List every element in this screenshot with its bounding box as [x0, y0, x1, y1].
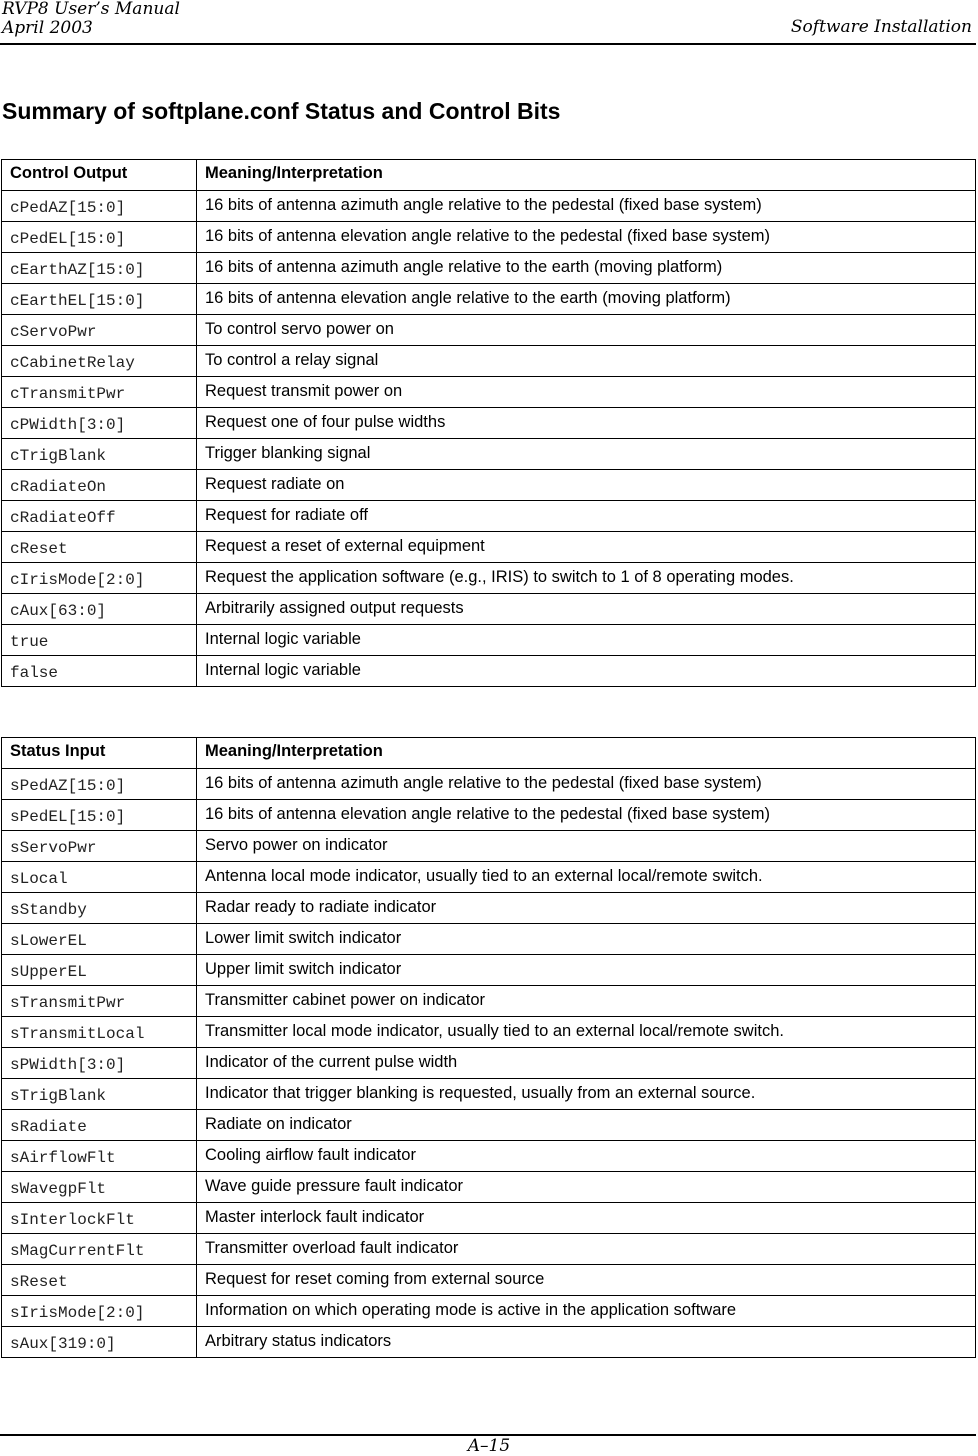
signal-name: sLowerEL: [2, 924, 197, 955]
signal-meaning: Indicator of the current pulse width: [197, 1048, 976, 1079]
column-header-status-input: Status Input: [2, 738, 197, 769]
signal-meaning: Antenna local mode indicator, usually tied to an external local/remote switch.: [197, 862, 976, 893]
signal-name: cPWidth[3:0]: [2, 408, 197, 439]
signal-name: cEarthAZ[15:0]: [2, 253, 197, 284]
table-row: [2, 532, 976, 563]
signal-name: cRadiateOn: [2, 470, 197, 501]
signal-meaning: Transmitter local mode indicator, usually tied to an external local/remote switch.: [197, 1017, 976, 1048]
signal-meaning: To control servo power on: [197, 315, 976, 346]
signal-meaning: Radiate on indicator: [197, 1110, 976, 1141]
signal-meaning: Servo power on indicator: [197, 831, 976, 862]
manual-date: April 2003: [2, 18, 93, 38]
page-title: Summary of softplane.conf Status and Control Bits: [2, 98, 561, 124]
signal-name: cTrigBlank: [2, 439, 197, 470]
status-table-body: [2, 738, 976, 1358]
signal-name: sInterlockFlt: [2, 1203, 197, 1234]
signal-meaning: Information on which operating mode is active in the application software: [197, 1296, 976, 1327]
signal-meaning: To control a relay signal: [197, 346, 976, 377]
signal-name: cIrisMode[2:0]: [2, 563, 197, 594]
table-row: [2, 408, 976, 439]
table-row: [2, 955, 976, 986]
signal-name: cPedAZ[15:0]: [2, 191, 197, 222]
table-row: [2, 470, 976, 501]
signal-meaning: Internal logic variable: [197, 625, 976, 656]
column-header-meaning: Meaning/Interpretation: [197, 738, 976, 769]
table-row: [2, 1141, 976, 1172]
control-output-table: [1, 159, 976, 687]
signal-name: sRadiate: [2, 1110, 197, 1141]
table-row: [2, 346, 976, 377]
table-row: [2, 1048, 976, 1079]
table-header-row: [2, 160, 976, 191]
table-row: [2, 377, 976, 408]
table-row: [2, 893, 976, 924]
signal-name: cAux[63:0]: [2, 594, 197, 625]
table-row: [2, 831, 976, 862]
table-row: [2, 501, 976, 532]
signal-name: sPWidth[3:0]: [2, 1048, 197, 1079]
column-header-control-output: Control Output: [2, 160, 197, 191]
signal-name: false: [2, 656, 197, 687]
table-row: [2, 924, 976, 955]
table-row: [2, 862, 976, 893]
table-row: [2, 986, 976, 1017]
control-table-body: [2, 160, 976, 687]
signal-meaning: Indicator that trigger blanking is requested, usually from an external source.: [197, 1079, 976, 1110]
table-row: [2, 315, 976, 346]
table-row: [2, 222, 976, 253]
table-row: [2, 1265, 976, 1296]
table-row: [2, 1172, 976, 1203]
table-row: [2, 769, 976, 800]
signal-name: cCabinetRelay: [2, 346, 197, 377]
signal-name: sPedEL[15:0]: [2, 800, 197, 831]
signal-name: sTransmitLocal: [2, 1017, 197, 1048]
table-row: [2, 1079, 976, 1110]
table-row: [2, 253, 976, 284]
signal-meaning: Arbitrarily assigned output requests: [197, 594, 976, 625]
signal-meaning: 16 bits of antenna elevation angle relative to the pedestal (fixed base system): [197, 222, 976, 253]
table-header-row: [2, 738, 976, 769]
signal-name: sLocal: [2, 862, 197, 893]
signal-meaning: Arbitrary status indicators: [197, 1327, 976, 1358]
signal-meaning: Request one of four pulse widths: [197, 408, 976, 439]
table-row: [2, 191, 976, 222]
header-rule: [0, 43, 976, 45]
signal-name: true: [2, 625, 197, 656]
table-row: [2, 1296, 976, 1327]
table-row: [2, 284, 976, 315]
section-title: Software Installation: [790, 17, 972, 37]
header-left: [2, 0, 180, 38]
manual-title: RVP8 User’s Manual: [2, 0, 180, 19]
table-row: [2, 1327, 976, 1358]
signal-name: sPedAZ[15:0]: [2, 769, 197, 800]
signal-meaning: Request a reset of external equipment: [197, 532, 976, 563]
table-row: [2, 1234, 976, 1265]
signal-name: cServoPwr: [2, 315, 197, 346]
signal-meaning: Request the application software (e.g., IRIS) to switch to 1 of 8 operating modes.: [197, 563, 976, 594]
signal-meaning: Trigger blanking signal: [197, 439, 976, 470]
signal-meaning: Request radiate on: [197, 470, 976, 501]
signal-meaning: Radar ready to radiate indicator: [197, 893, 976, 924]
signal-name: sStandby: [2, 893, 197, 924]
status-input-table: [1, 737, 976, 1358]
signal-name: sAirflowFlt: [2, 1141, 197, 1172]
signal-meaning: 16 bits of antenna azimuth angle relative to the pedestal (fixed base system): [197, 769, 976, 800]
signal-name: sWavegpFlt: [2, 1172, 197, 1203]
signal-name: sTrigBlank: [2, 1079, 197, 1110]
signal-meaning: Upper limit switch indicator: [197, 955, 976, 986]
signal-meaning: 16 bits of antenna elevation angle relative to the earth (moving platform): [197, 284, 976, 315]
table-row: [2, 800, 976, 831]
signal-meaning: Request for radiate off: [197, 501, 976, 532]
signal-name: cEarthEL[15:0]: [2, 284, 197, 315]
signal-name: cRadiateOff: [2, 501, 197, 532]
table-row: [2, 625, 976, 656]
page-number: A–15: [467, 1436, 511, 1456]
signal-meaning: Master interlock fault indicator: [197, 1203, 976, 1234]
signal-meaning: 16 bits of antenna elevation angle relative to the pedestal (fixed base system): [197, 800, 976, 831]
table-row: [2, 656, 976, 687]
signal-name: cReset: [2, 532, 197, 563]
signal-name: sTransmitPwr: [2, 986, 197, 1017]
table-row: [2, 1017, 976, 1048]
signal-meaning: Transmitter overload fault indicator: [197, 1234, 976, 1265]
signal-name: sIrisMode[2:0]: [2, 1296, 197, 1327]
signal-meaning: Lower limit switch indicator: [197, 924, 976, 955]
signal-meaning: 16 bits of antenna azimuth angle relative to the pedestal (fixed base system): [197, 191, 976, 222]
signal-name: sMagCurrentFlt: [2, 1234, 197, 1265]
signal-meaning: 16 bits of antenna azimuth angle relative to the earth (moving platform): [197, 253, 976, 284]
signal-meaning: Request for reset coming from external source: [197, 1265, 976, 1296]
signal-name: sUpperEL: [2, 955, 197, 986]
signal-name: sReset: [2, 1265, 197, 1296]
signal-name: cPedEL[15:0]: [2, 222, 197, 253]
table-row: [2, 594, 976, 625]
signal-meaning: Cooling airflow fault indicator: [197, 1141, 976, 1172]
signal-name: sAux[319:0]: [2, 1327, 197, 1358]
signal-name: sServoPwr: [2, 831, 197, 862]
signal-meaning: Transmitter cabinet power on indicator: [197, 986, 976, 1017]
signal-meaning: Internal logic variable: [197, 656, 976, 687]
page-header: [0, 0, 978, 46]
signal-meaning: Wave guide pressure fault indicator: [197, 1172, 976, 1203]
table-row: [2, 563, 976, 594]
table-row: [2, 1110, 976, 1141]
table-row: [2, 1203, 976, 1234]
column-header-meaning: Meaning/Interpretation: [197, 160, 976, 191]
table-row: [2, 439, 976, 470]
signal-name: cTransmitPwr: [2, 377, 197, 408]
signal-meaning: Request transmit power on: [197, 377, 976, 408]
